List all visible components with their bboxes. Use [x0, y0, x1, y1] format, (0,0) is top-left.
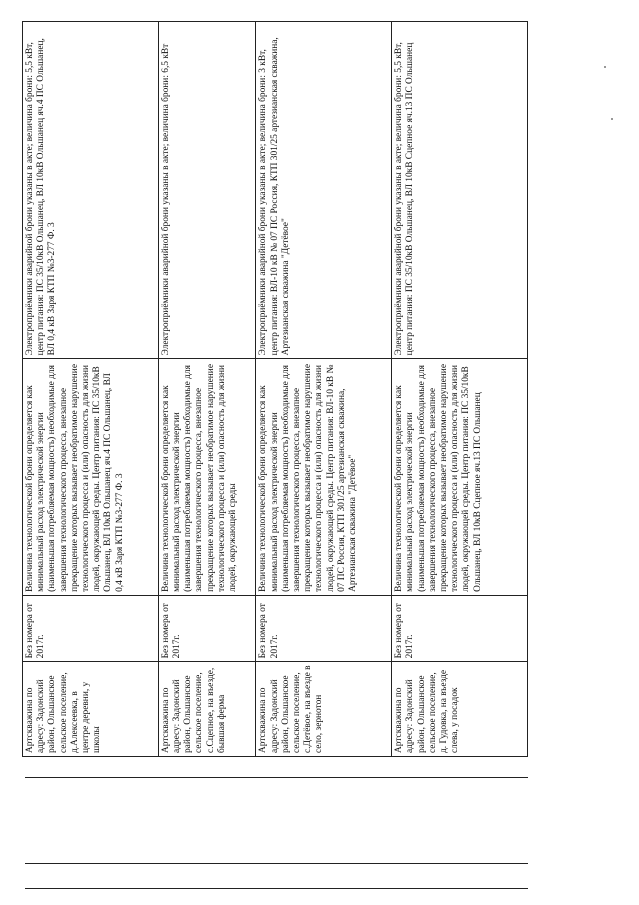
technological-reserve-cell: Величина технологической брони определяется как минимальный расход электрической энергии (наименьшая потребляемая мощность) необходимые для завершения технологического процесса, внезапное прекращение которых вызывает необратимое нарушение технологического процесса и (или) опасность для жизни людей, окружающей среды. Центр питания: ПС 35/10кВ Ольшанец, ВЛ 10кВ Ольшанец яч.4 ПС Ольшанец, ВЛ 0,4 кВ Заря КТП №3-277 Ф. 3	[23, 359, 159, 596]
emergency-reserve-cell: Электроприёмники аварийной брони указаны в акте; величина брони: 5,5 кВт, центр питания: ПС 35/10кВ Ольшанец, ВЛ 10кВ Ольшанец яч.4 ПС Ольшанец, ВЛ 0,4 кВ Заря КТП №3-277 Ф. 3	[23, 22, 159, 359]
emergency-reserve-cell: Электроприёмники аварийной брони указаны в акте; величина брони: 6,5 кВт	[158, 22, 256, 359]
object-cell: Артскважина по адресу: Задонский район, Ольшанское сельское поселение, с.Сцепное, на въезде, бывшая ферма	[158, 662, 256, 757]
table-row	[23, 22, 159, 757]
table-row	[392, 22, 528, 757]
table-row	[256, 22, 392, 757]
scan-speck	[604, 66, 606, 68]
scan-speck	[611, 118, 613, 120]
object-cell: Артскважина по адресу: Задонский район, Ольшанское сельское поселение, с.Детёвое, на въезде в село, зернотон	[256, 662, 392, 757]
emergency-reserve-cell: Электроприёмники аварийной брони указаны в акте; величина брони: 3 кВт, центр питания: ВЛ-10 кВ № 07 ПС Россия, КТП 301/25 артезианская скважина, Артезианская скважина "Детёвое"	[256, 22, 392, 359]
emergency-reserve-cell: Электроприёмники аварийной брони указаны в акте; величина брони: 5,5 кВт, центр питания: ПС 35/10кВ Ольшанец, ВЛ 10кВ Сцепное яч.13 ПС Ольшанец	[392, 22, 528, 359]
act-number-cell: Без номера от 2017г.	[256, 595, 392, 661]
act-number-cell: Без номера от 2017г.	[23, 595, 159, 661]
object-cell: Артскважина по адресу: Задонский район, Ольшанское сельское поселение, д.Алексеевка, в центре деревни, у школы	[23, 662, 159, 757]
object-cell: Артскважина по адресу: Задонский район, Ольшанское сельское поселение, д. Гудовка, на въезде слева, у посадок	[392, 662, 528, 757]
divider-line	[25, 888, 528, 889]
rotated-table-frame	[22, 21, 528, 757]
technological-reserve-cell: Величина технологической брони определяется как минимальный расход электрической энергии (наименьшая потребляемая мощность) необходимые для завершения технологического процесса, внезапное прекращение которых вызывает необратимое нарушение технологического процесса и (или) опасность для жизни людей, окружающей среды. Центр питания: ПС 35/10кВ Ольшанец, ВЛ 10кВ Сцепное яч.13 ПС Ольшанец	[392, 359, 528, 596]
table-row	[158, 22, 256, 757]
technological-reserve-cell: Величина технологической брони определяется как минимальный расход электрической энергии (наименьшая потребляемая мощность) необходимые для завершения технологического процесса, внезапное прекращение которых вызывает необратимое нарушение технологического процесса и (или) опасность для жизни людей, окружающей среды	[158, 359, 256, 596]
act-number-cell: Без номера от 2017г.	[392, 595, 528, 661]
reservation-table	[22, 21, 528, 757]
divider-line	[25, 863, 528, 864]
act-number-cell: Без номера от 2017г.	[158, 595, 256, 661]
technological-reserve-cell: Величина технологической брони определяется как минимальный расход электрической энергии (наименьшая потребляемая мощность) необходимые для завершения технологического процесса, внезапное прекращение которых вызывает необратимое нарушение технологического процесса и (или) опасность для жизни людей, окружающей среды. Центр питания: ВЛ-10 кВ № 07 ПС Россия, КТП 301/25 артезианская скважина, Артезианская скважина "Детёвое"	[256, 359, 392, 596]
divider-line	[25, 777, 528, 778]
